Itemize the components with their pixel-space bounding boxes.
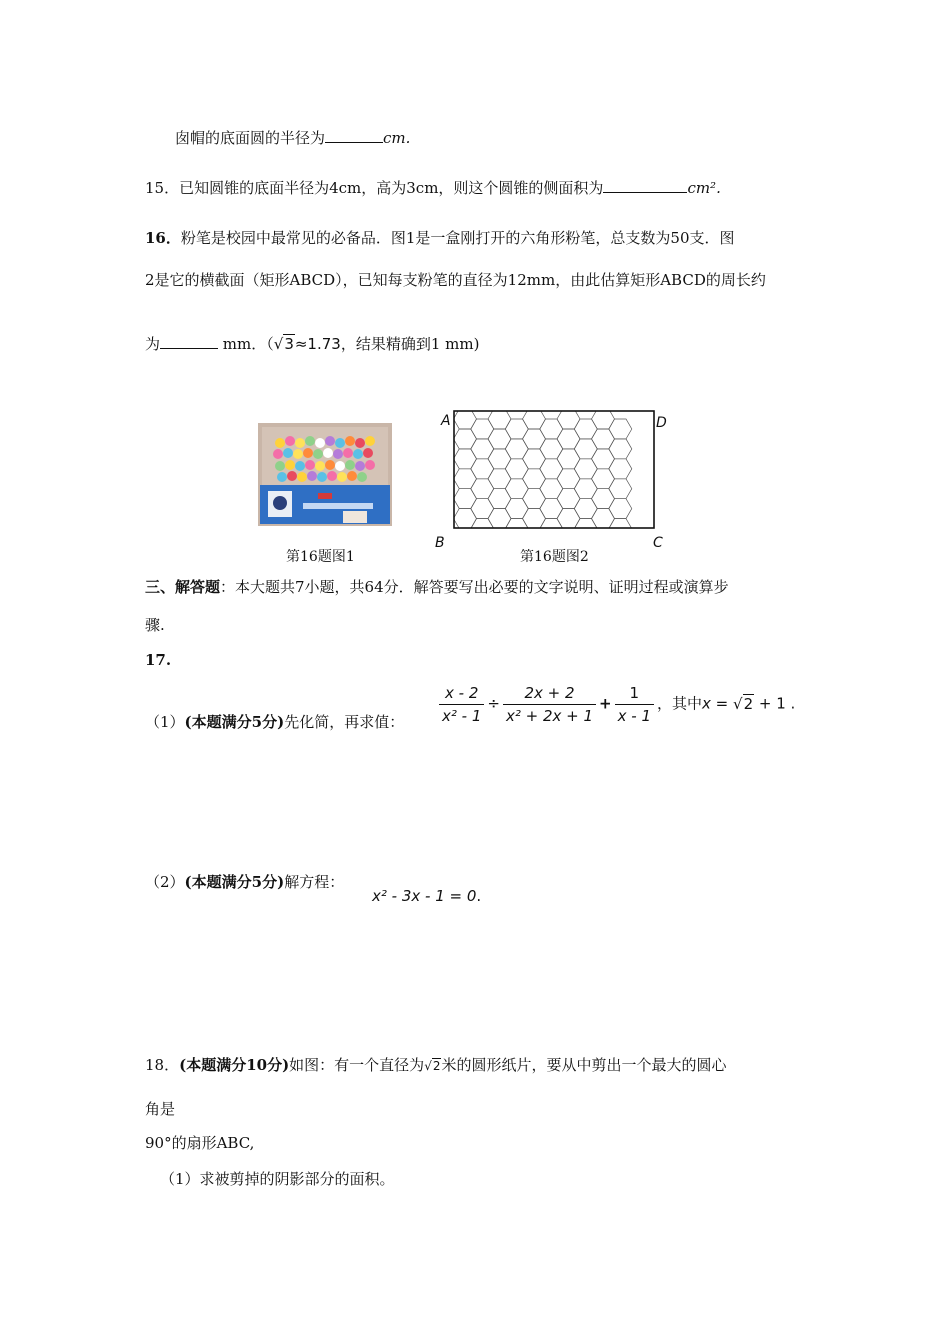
- section3-text: ：本大题共7小题，共64分．解答要写出必要的文字说明、证明过程或演算步: [220, 578, 729, 596]
- q17-part2-line: [145, 872, 344, 892]
- fraction-2: [503, 684, 596, 725]
- hexagon-cell: [574, 439, 597, 459]
- corner-c-label: C: [653, 535, 663, 551]
- q16-unit: mm．（: [222, 335, 274, 353]
- hexagon-cell: [523, 449, 546, 469]
- hexagon-cell: [540, 499, 563, 519]
- q17-expression: $\frac{x - 2}{\text{x² - 1}}$ ÷ $\frac{2x + 2}{\text{x² + 2x + 1}}$ + $\frac{1}{x - 1}$ ，其中x = √2 + 1 .: [436, 684, 795, 725]
- sqrt3-radicand: 3: [284, 335, 294, 353]
- hexagon-cell: [609, 439, 632, 459]
- fraction-3: [615, 684, 654, 725]
- hexagon-cell: [592, 410, 615, 429]
- q15-text: 已知圆锥的底面半径为4cm，高为3cm，则这个圆锥的侧面积为: [179, 179, 604, 197]
- fraction-1-numerator: x - 2: [439, 684, 484, 705]
- q16-line1: [145, 228, 735, 248]
- hexagon-cell: [523, 489, 546, 509]
- hexagon-cell: [488, 449, 511, 469]
- hexagon-cell: [454, 489, 477, 509]
- figure1-caption: 第16题图1: [286, 549, 355, 565]
- hexagon-cell: [592, 489, 615, 509]
- q18-sqrt-radicand: 2: [432, 1059, 441, 1073]
- hexagon-grid: [454, 410, 632, 529]
- q18-text-b: 米的圆形纸片，要从中剪出一个最大的圆心: [441, 1056, 727, 1074]
- equation: x² - 3x - 1 = 0: [372, 887, 477, 905]
- hexagon-cell: [505, 459, 528, 479]
- q17-where-text: ，其中: [657, 694, 703, 713]
- hexagon-cell: [574, 459, 597, 479]
- answer-blank[interactable]: [160, 334, 218, 349]
- fraction-2-numerator: 2x + 2: [503, 684, 596, 705]
- hexagon-cell: [471, 499, 494, 519]
- hexagon-cell: [557, 429, 580, 449]
- hexagon-cell: [523, 509, 546, 529]
- hexagon-cell: [488, 469, 511, 489]
- hexagon-cell: [505, 499, 528, 519]
- answer-blank[interactable]: [325, 128, 383, 143]
- q14-tail-line: [175, 128, 410, 148]
- corner-b-label: B: [435, 535, 445, 551]
- chalk-box-photo: [258, 423, 392, 526]
- hexagon-cell: [557, 489, 580, 509]
- q18-line1: 18．(本题满分10分)如图：有一个直径为√2米的圆形纸片，要从中剪出一个最大的圆心: [145, 1056, 727, 1074]
- q15-line: [145, 178, 721, 198]
- q14-tail-text: 囱帽的底面圆的半径为: [175, 129, 326, 147]
- hexagon-cell: [609, 419, 632, 439]
- hexagon-cell: [609, 479, 632, 499]
- q17-part1-line: [145, 712, 404, 732]
- hexagon-cell: [454, 410, 477, 429]
- section3-text-cont: 骤.: [145, 616, 165, 634]
- q17-part2-text: 解方程：: [284, 873, 345, 891]
- q17-equation: [372, 886, 481, 906]
- q18-line3: 90°的扇形ABC,: [145, 1134, 255, 1152]
- hexagon-cell: [488, 410, 511, 429]
- q18-points: (本题满分10分): [179, 1056, 290, 1074]
- hexagon-cell: [523, 410, 546, 429]
- divide-sign: ÷: [487, 694, 500, 713]
- hexagon-cell: [592, 469, 615, 489]
- hexagon-cell: [557, 449, 580, 469]
- hexagon-cell: [574, 479, 597, 499]
- section3-heading: [145, 577, 729, 597]
- hexagon-cell: [592, 429, 615, 449]
- q17-number: 17.: [145, 651, 172, 669]
- hexagon-cell: [592, 449, 615, 469]
- q16-number: 16．: [145, 229, 181, 247]
- hexagon-cell: [505, 419, 528, 439]
- q16-text-line3-end: ，结果精确到1 mm): [340, 335, 480, 353]
- hexagon-cell: [609, 499, 632, 519]
- q18-sub1: （1）求被剪掉的阴影部分的面积。: [160, 1170, 395, 1188]
- equation-dot: .: [476, 887, 482, 905]
- q14-unit: cm.: [383, 129, 411, 147]
- hexagon-cell: [557, 410, 580, 429]
- q16-text-line3-start: 为: [145, 335, 161, 353]
- q16-text-line1: 粉笔是校园中最常见的必备品．图1是一盒刚打开的六角形粉笔，总支数为50支．图: [180, 229, 735, 247]
- x-value-tail: + 1 .: [754, 694, 796, 713]
- corner-a-label: A: [441, 413, 451, 429]
- hexagon-cell: [471, 419, 494, 439]
- q17-part1-points: (本题满分5分): [184, 713, 285, 731]
- hexagon-cell: [557, 509, 580, 529]
- q16-text-line2: 2是它的横截面（矩形ABCD），已知每支粉笔的直径为12mm，由此估算矩形ABCD的周长约: [145, 271, 766, 289]
- hexagon-cell: [540, 439, 563, 459]
- hexagon-cell: [592, 509, 615, 529]
- hexagon-cell: [454, 509, 477, 529]
- hexagon-cell: [523, 469, 546, 489]
- rectangle-abcd: [454, 411, 654, 528]
- answer-blank[interactable]: [603, 178, 687, 193]
- hexagon-cell: [505, 439, 528, 459]
- plus-sign: +: [599, 694, 612, 713]
- q17-part2-label: （2）: [145, 873, 185, 891]
- hexagon-cell: [574, 419, 597, 439]
- hexagon-cell: [454, 429, 477, 449]
- q17-part2-points: (本题满分5分): [184, 873, 285, 891]
- sqrt3-expression: √3≈1.73: [273, 335, 341, 353]
- hexagon-cell: [505, 479, 528, 499]
- hexagon-cell: [454, 449, 477, 469]
- q18-number: 18．: [145, 1056, 180, 1074]
- hexagon-cell: [471, 459, 494, 479]
- q17-part1-label: （1）: [145, 713, 185, 731]
- q18-line2: 角是: [145, 1100, 176, 1118]
- hexagon-cell: [471, 439, 494, 459]
- sqrt3-approx: ≈1.73: [294, 335, 341, 353]
- hexagon-cell: [523, 429, 546, 449]
- fraction-1: [439, 684, 484, 725]
- figure2-caption: 第16题图2: [520, 549, 589, 565]
- fraction-3-numerator: 1: [615, 684, 654, 705]
- hexagon-cell: [488, 509, 511, 529]
- hexagon-cell: [557, 469, 580, 489]
- q16-line3: [145, 334, 479, 354]
- q16-line2: [145, 270, 766, 290]
- q15-unit: cm².: [687, 179, 721, 197]
- x-equals: x =: [702, 694, 733, 713]
- hexagon-cell: [471, 479, 494, 499]
- fraction-2-denominator: x² + 2x + 1: [505, 707, 594, 725]
- corner-d-label: D: [656, 415, 667, 431]
- x-sqrt-radicand: 2: [743, 694, 754, 713]
- q18-text-a: 如图：有一个直径为: [289, 1056, 425, 1074]
- fraction-1-denominator: x² - 1: [442, 707, 482, 725]
- hexagon-cell: [454, 469, 477, 489]
- hexagon-cell: [540, 479, 563, 499]
- hexagon-cell: [609, 459, 632, 479]
- fraction-3-denominator: x - 1: [617, 707, 651, 725]
- hexagon-cross-section-diagram: [453, 410, 655, 529]
- hexagon-cell: [540, 459, 563, 479]
- hexagon-cell: [574, 499, 597, 519]
- section3-title: 三、解答题: [145, 578, 221, 596]
- q17-part1-text: 先化简，再求值：: [284, 713, 405, 731]
- q15-number: 15．: [145, 179, 180, 197]
- hexagon-cell: [488, 489, 511, 509]
- hexagon-cell: [540, 419, 563, 439]
- hexagon-cell: [488, 429, 511, 449]
